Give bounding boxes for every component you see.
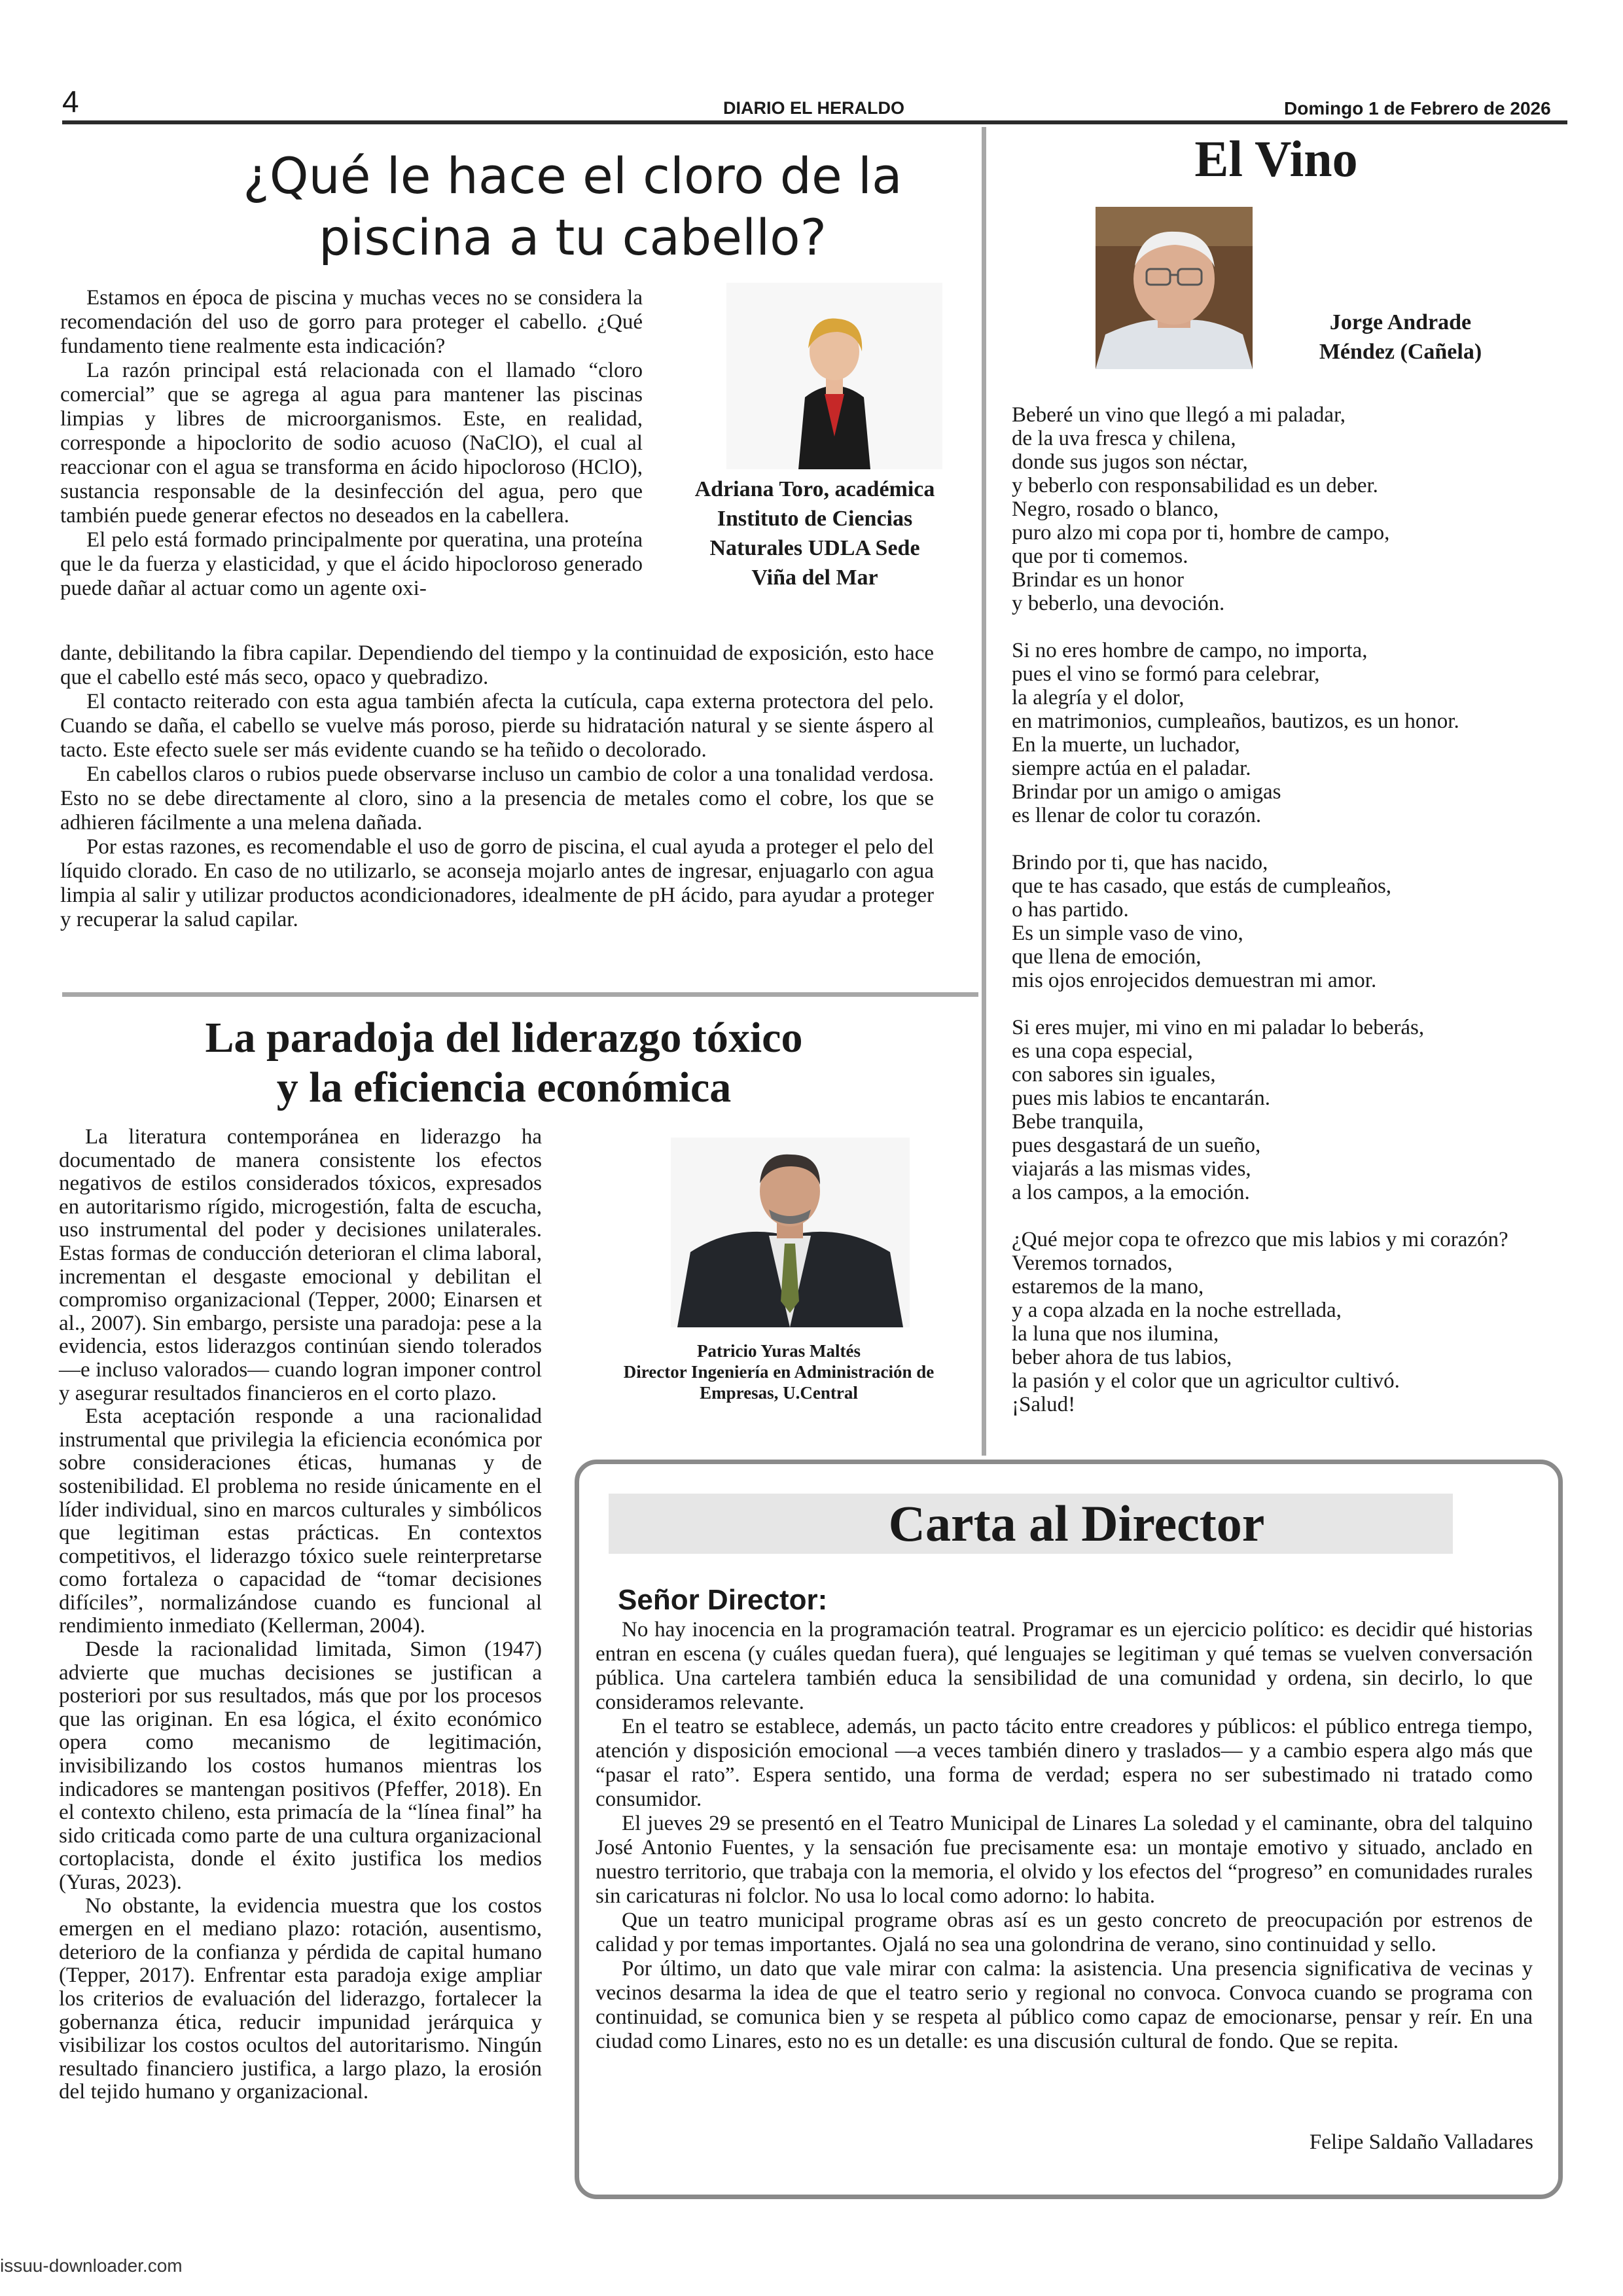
page-number: 4 — [62, 84, 79, 118]
carta-paragraph: Por último, un dato que vale mirar con calma: la asistencia. Una presencia significativa de vecinas y vecinos desarma la idea de que el teatro serio y regional no convoca. Convoca cuando se programa con continuidad, se comunica bien y se respeta al público como capaz de emocionarse, pensar y reír. En una ciudad como Linares, esto no es un detalle: es una discusión cultural de fondo. Que se repita. — [596, 1957, 1533, 2053]
caption-line: Viña del Mar — [751, 565, 878, 590]
header-rule — [62, 120, 1567, 124]
poem-line: Brindo por ti, que has nacido, — [1012, 851, 1268, 874]
poem-stanza — [1012, 639, 1588, 827]
liderazgo-author-caption — [576, 1340, 982, 1403]
poem-line: Si eres mujer, mi vino en mi paladar lo beberás, — [1012, 1016, 1425, 1039]
portrait-woman-icon — [726, 283, 942, 469]
cloro-title-line1: ¿Qué le hace el cloro de la — [243, 147, 902, 205]
portrait-man-suit-icon — [671, 1138, 910, 1327]
caption-line: Naturales UDLA Sede — [709, 536, 920, 560]
author-photo-adriana-toro — [726, 283, 942, 469]
carta-paragraph: No hay inocencia en la programación teatral. Programar es un ejercicio político: es decidir qué historias entran en escena (y cuáles quedan fuera), qué lenguajes se legitiman y qué temas se vuelven conversación pública. Una cartelera también educa la sensibilidad de una comunidad y ordena, sin decirlo, lo que consideramos relevante. — [596, 1618, 1533, 1714]
carta-title: Carta al Director — [888, 1495, 1265, 1552]
column-divider — [982, 127, 986, 1456]
cloro-paragraph: Estamos en época de piscina y muchas veces no se considera la recomendación del uso de gorro para proteger el cabello. ¿Qué fundamento tiene realmente esta indicación? — [60, 286, 643, 358]
poem-line: donde sus jugos son néctar, — [1012, 450, 1248, 474]
poem-line: la alegría y el dolor, — [1012, 686, 1185, 709]
poem-line: beber ahora de tus labios, — [1012, 1346, 1232, 1369]
poem-line: que te has casado, que estás de cumpleaños, — [1012, 874, 1392, 898]
carta-salutation: Señor Director: — [618, 1584, 828, 1616]
section-divider — [62, 992, 978, 997]
caption-line: Director Ingeniería en Administración de — [623, 1362, 935, 1382]
poem-line: que llena de emoción, — [1012, 945, 1202, 969]
poem-line: la luna que nos ilumina, — [1012, 1322, 1219, 1346]
poem-line: es llenar de color tu corazón. — [1012, 804, 1262, 827]
poem-line: en matrimonios, cumpleaños, bautizos, es un honor. — [1012, 709, 1459, 733]
poem-line: que por ti comemos. — [1012, 545, 1188, 568]
poem-line: pues desgastará de un sueño, — [1012, 1134, 1261, 1157]
caption-line: Méndez (Cañela) — [1319, 340, 1482, 364]
vino-poem — [1012, 403, 1588, 1440]
poem-line: Veremos tornados, — [1012, 1251, 1173, 1275]
poem-stanza — [1012, 1016, 1588, 1204]
poem-line: ¡Salud! — [1012, 1393, 1076, 1416]
poem-line: viajarás a las mismas vides, — [1012, 1157, 1251, 1181]
poem-line: Bebe tranquila, — [1012, 1110, 1144, 1134]
poem-line: pues el vino se formó para celebrar, — [1012, 662, 1320, 686]
cloro-paragraph: dante, debilitando la fibra capilar. Dependiendo del tiempo y la continuidad de exposición, esto hace que el cabello esté más seco, opaco y quebradizo. — [60, 641, 934, 689]
poem-stanza — [1012, 403, 1588, 615]
cloro-author-caption — [661, 475, 969, 592]
poem-line: pues mis labios te encantarán. — [1012, 1086, 1270, 1110]
poem-line: Es un simple vaso de vino, — [1012, 922, 1243, 945]
author-photo-jorge-andrade — [1096, 207, 1253, 369]
caption-line: Patricio Yuras Maltés — [697, 1341, 861, 1361]
cloro-paragraph: En cabellos claros o rubios puede observarse incluso un cambio de color a una tonalidad verdosa. Esto no se debe directamente al cloro, sino a la presencia de metales como el cobre, los que se adhieren fácilmente a una melena dañada. — [60, 762, 934, 834]
cloro-paragraph: La razón principal está relacionada con el llamado “cloro comercial” que se agrega al agua para mantener las piscinas limpias y libres de microorganismos. Este, en realidad, corresponde a hipoclorito de sodio acuoso (NaClO), el cual al reaccionar con el agua se transforma en ácido hipocloroso (HClO), sustancia responsable de la desinfección del agua, pero que también puede generar efectos no deseados en la cabellera. — [60, 359, 643, 528]
caption-line: Jorge Andrade — [1329, 310, 1472, 334]
poem-line: En la muerte, un luchador, — [1012, 733, 1240, 757]
caption-line: Adriana Toro, académica — [694, 477, 935, 501]
vino-title: El Vino — [1194, 130, 1358, 187]
liderazgo-title-line1: La paradoja del liderazgo tóxico — [205, 1014, 803, 1062]
poem-line: es una copa especial, — [1012, 1039, 1193, 1063]
liderazgo-body — [59, 1126, 542, 2104]
carta-paragraph: El jueves 29 se presentó en el Teatro Municipal de Linares La soledad y el caminante, obra del talquino José Antonio Fuentes, y la sensación fue precisamente esa: un montaje emotivo y situado, anclado en nuestro territorio, que trabaja con la memoria, el olvido y los efectos del “progreso” en comunidades rurales sin caricaturas ni folclor. No usa lo local como adorno: lo habita. — [596, 1812, 1533, 1908]
carta-body — [596, 1618, 1533, 2054]
poem-line: puro alzo mi copa por ti, hombre de campo, — [1012, 521, 1390, 545]
carta-signature: Felipe Saldaño Valladares — [1309, 2130, 1533, 2154]
poem-line: siempre actúa en el paladar. — [1012, 757, 1251, 780]
poem-line: Brindar es un honor — [1012, 568, 1185, 592]
poem-line: Beberé un vino que llegó a mi paladar, — [1012, 403, 1346, 427]
cloro-body-wide — [60, 641, 934, 932]
cloro-paragraph: Por estas razones, es recomendable el uso de gorro de piscina, el cual ayuda a proteger el pelo del líquido clorado. En caso de no utilizarlo, se aconseja mojarlo antes de ingresar, enjuagarlo con agua limpia al salir y utilizar productos acondicionadores, idealmente de pH ácido, para ayudar a proteger y recuperar la salud capilar. — [60, 835, 934, 931]
poem-line: y beberlo con responsabilidad es un deber. — [1012, 474, 1378, 497]
liderazgo-paragraph: Esta aceptación responde a una racionalidad instrumental que privilegia la eficiencia económica por sobre consideraciones éticas, humanas y de sostenibilidad. El problema no reside únicamente en el líder individual, sino en marcos culturales y simbólicos que legitiman estas prácticas. En contextos competitivos, el liderazgo tóxico suele reinterpretarse como fortaleza o capacidad de “tomar decisiones difíciles”, normalizándose cuando es funcional al rendimiento inmediato (Kellerman, 2004). — [59, 1405, 542, 1638]
portrait-elderly-man-icon — [1096, 207, 1253, 369]
poem-line: Si no eres hombre de campo, no importa, — [1012, 639, 1368, 662]
poem-line: Brindar por un amigo o amigas — [1012, 780, 1281, 804]
cloro-body-narrow — [60, 286, 643, 601]
liderazgo-paragraph: No obstante, la evidencia muestra que los costos emergen en el mediano plazo: rotación, ausentismo, deterioro de la confianza y pérdida de capital humano (Tepper, 2017). Enfrentar esta paradoja exige ampliar los criterios de evaluación del liderazgo, fortalecer la gobernanza ética, reducir impunidad jerárquica y visibilizar los costos ocultos del autoritarismo. Ningún resultado financiero justifica, a largo plazo, la erosión del tejido humano y organizacional. — [59, 1893, 542, 2104]
poem-line: mis ojos enrojecidos demuestran mi amor. — [1012, 969, 1377, 992]
poem-stanza — [1012, 1228, 1588, 1416]
watermark: issuu-downloader.com — [0, 2255, 183, 2276]
carta-paragraph: En el teatro se establece, además, un pacto tácito entre creadores y públicos: el público entrega tiempo, atención y disposición emocional —a veces también dinero y traslados— y a cambio espera algo más que “pasar el rato”. Espera sentido, una forma de verdad; espera no ser subestimado ni tratado como consumidor. — [596, 1715, 1533, 1811]
cloro-paragraph: El pelo está formado principalmente por queratina, una proteína que le da fuerza y elasticidad, y que el ácido hipocloroso generado puede dañar al actuar como un agente oxi- — [60, 528, 643, 600]
carta-paragraph: Que un teatro municipal programe obras así es un gesto concreto de preocupación por estrenos de calidad y por temas importantes. Ojalá no sea una golondrina de verano, sino continuidad y sello. — [596, 1909, 1533, 1956]
poem-line: con sabores sin iguales, — [1012, 1063, 1216, 1086]
cloro-title — [170, 145, 975, 268]
newspaper-name: DIARIO EL HERALDO — [723, 98, 905, 118]
caption-line: Instituto de Ciencias — [717, 507, 913, 531]
author-photo-patricio-yuras — [671, 1138, 910, 1327]
poem-line: de la uva fresca y chilena, — [1012, 427, 1236, 450]
cloro-paragraph: El contacto reiterado con esta agua también afecta la cutícula, capa externa protectora del pelo. Cuando se daña, el cabello se vuelve más poroso, pierde su hidratación natural y se siente áspero al tacto. Este efecto suele ser más evidente cuando se ha teñido o decolorado. — [60, 690, 934, 762]
issue-date: Domingo 1 de Febrero de 2026 — [1284, 98, 1551, 118]
liderazgo-title — [177, 1013, 831, 1113]
liderazgo-paragraph: Desde la racionalidad limitada, Simon (1947) advierte que muchas decisiones se justifican a posteriori por sus resultados, más que por los procesos que las originan. En esa lógica, el éxito económico opera como mecanismo de legitimación, invisibilizando los costos humanos mientras los indicadores se mantengan positivos (Pfeffer, 2018). En el contexto chileno, esta primacía de la “línea final” ha sido criticada como parte de una cultura organizacional cortoplacista, donde el éxito justifica los medios (Yuras, 2023). — [59, 1638, 542, 1894]
caption-line: Empresas, U.Central — [700, 1383, 858, 1403]
poem-line: a los campos, a la emoción. — [1012, 1181, 1250, 1204]
poem-line: y beberlo, una devoción. — [1012, 592, 1225, 615]
poem-line: ¿Qué mejor copa te ofrezco que mis labios y mi corazón? — [1012, 1228, 1508, 1251]
poem-line: Negro, rosado o blanco, — [1012, 497, 1219, 521]
liderazgo-title-line2: y la eficiencia económica — [276, 1064, 732, 1111]
poem-line: o has partido. — [1012, 898, 1129, 922]
poem-line: estaremos de la mano, — [1012, 1275, 1204, 1299]
liderazgo-paragraph: La literatura contemporánea en liderazgo ha documentado de manera consistente los efectos negativos de estilos considerados tóxicos, expresados en autoritarismo rígido, microgestión, falta de escucha, uso instrumental del poder y decisiones unilaterales. Estas formas de conducción deterioran el clima laboral, incrementan el desgaste emocional y debilitan el compromiso organizacional (Tepper, 2000; Einarsen et al., 2007). Sin embargo, persiste una paradoja: pese a la evidencia, estos liderazgos continúan siendo tolerados —e incluso valorados— cuando logran imponer control y asegurar resultados financieros en el corto plazo. — [59, 1125, 542, 1405]
poem-line: y a copa alzada en la noche estrellada, — [1012, 1299, 1342, 1322]
vino-author-caption — [1283, 308, 1518, 367]
poem-line: la pasión y el color que un agricultor cultivó. — [1012, 1369, 1400, 1393]
cloro-title-line2: piscina a tu cabello? — [318, 208, 827, 266]
poem-stanza — [1012, 851, 1588, 992]
